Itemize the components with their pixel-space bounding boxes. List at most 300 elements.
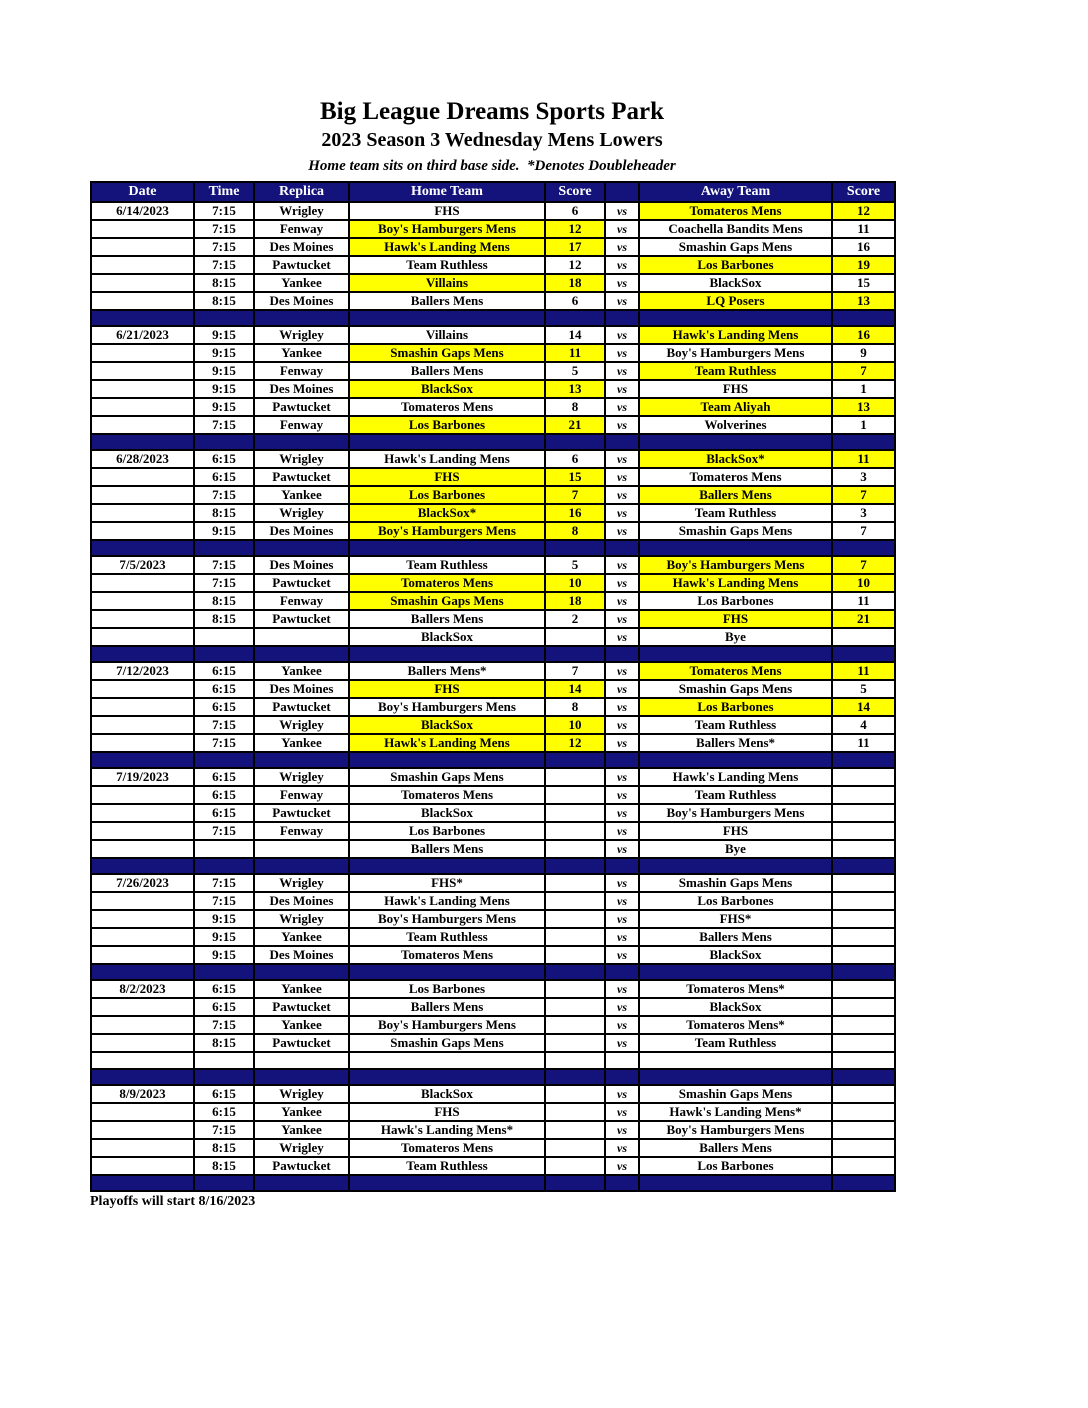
away-team-cell: FHS — [639, 610, 832, 628]
date-cell: 7/19/2023 — [91, 768, 194, 786]
separator-cell — [545, 964, 605, 980]
time-cell: 6:15 — [194, 1085, 254, 1103]
replica-cell: Pawtucket — [254, 398, 349, 416]
time-cell: 9:15 — [194, 910, 254, 928]
separator-cell — [639, 964, 832, 980]
time-cell: 9:15 — [194, 344, 254, 362]
away-score-cell: 7 — [832, 486, 895, 504]
home-score-cell — [545, 892, 605, 910]
time-cell: 8:15 — [194, 274, 254, 292]
date-cell — [91, 628, 194, 646]
away-team-cell: Los Barbones — [639, 698, 832, 716]
vs-cell: vs — [605, 662, 639, 680]
separator-cell — [545, 540, 605, 556]
home-team-cell: Team Ruthless — [349, 1157, 545, 1175]
away-score-cell: 1 — [832, 380, 895, 398]
away-score-cell: 11 — [832, 592, 895, 610]
away-score-cell — [832, 998, 895, 1016]
col-header-home-score: Score — [545, 182, 605, 202]
game-row — [91, 574, 895, 592]
home-score-cell — [545, 768, 605, 786]
replica-cell: Wrigley — [254, 326, 349, 344]
home-team-cell: Boy's Hamburgers Mens — [349, 698, 545, 716]
away-team-cell: Hawk's Landing Mens — [639, 326, 832, 344]
time-cell — [194, 628, 254, 646]
date-cell — [91, 1016, 194, 1034]
replica-cell: Des Moines — [254, 380, 349, 398]
game-row — [91, 1016, 895, 1034]
time-cell: 7:15 — [194, 202, 254, 220]
date-cell — [91, 840, 194, 858]
away-score-cell: 14 — [832, 698, 895, 716]
away-score-cell — [832, 1016, 895, 1034]
home-team-cell: BlackSox — [349, 628, 545, 646]
replica-cell: Wrigley — [254, 504, 349, 522]
date-cell: 6/28/2023 — [91, 450, 194, 468]
home-team-cell: Villains — [349, 274, 545, 292]
separator-cell — [91, 310, 194, 326]
away-score-cell — [832, 804, 895, 822]
separator-cell — [545, 310, 605, 326]
home-team-cell: Hawk's Landing Mens — [349, 892, 545, 910]
away-team-cell: Ballers Mens — [639, 928, 832, 946]
separator-cell — [639, 858, 832, 874]
home-team-cell: Boy's Hamburgers Mens — [349, 1016, 545, 1034]
home-score-cell — [545, 1016, 605, 1034]
replica-cell: Wrigley — [254, 450, 349, 468]
separator-cell — [832, 1069, 895, 1085]
game-row — [91, 202, 895, 220]
home-team-cell: Hawk's Landing Mens — [349, 238, 545, 256]
vs-cell: vs — [605, 326, 639, 344]
vs-cell: vs — [605, 980, 639, 998]
separator-cell — [639, 752, 832, 768]
away-score-cell — [832, 1103, 895, 1121]
separator-cell — [545, 858, 605, 874]
date-cell: 6/21/2023 — [91, 326, 194, 344]
date-cell — [91, 698, 194, 716]
game-row — [91, 274, 895, 292]
game-row — [91, 380, 895, 398]
home-score-cell: 14 — [545, 326, 605, 344]
home-score-cell: 18 — [545, 274, 605, 292]
game-row — [91, 680, 895, 698]
away-score-cell — [832, 980, 895, 998]
vs-cell: vs — [605, 1121, 639, 1139]
away-team-cell: Team Ruthless — [639, 504, 832, 522]
away-team-cell: Smashin Gaps Mens — [639, 680, 832, 698]
separator-cell — [545, 646, 605, 662]
time-cell: 9:15 — [194, 928, 254, 946]
date-cell — [91, 786, 194, 804]
separator-cell — [254, 1069, 349, 1085]
separator-cell — [254, 540, 349, 556]
vs-cell: vs — [605, 292, 639, 310]
separator-cell — [832, 310, 895, 326]
away-score-cell — [832, 874, 895, 892]
home-team-cell: Los Barbones — [349, 416, 545, 434]
home-score-cell — [545, 980, 605, 998]
separator-cell — [545, 434, 605, 450]
separator-cell — [605, 540, 639, 556]
home-team-cell: Smashin Gaps Mens — [349, 1034, 545, 1052]
home-team-cell: FHS — [349, 680, 545, 698]
game-row — [91, 1052, 895, 1069]
game-row — [91, 822, 895, 840]
page-subtitle: 2023 Season 3 Wednesday Mens Lowers — [321, 128, 663, 151]
separator-cell — [832, 858, 895, 874]
home-score-cell: 16 — [545, 504, 605, 522]
col-header-date: Date — [91, 182, 194, 202]
separator-cell — [254, 434, 349, 450]
away-team-cell: LQ Posers — [639, 292, 832, 310]
date-cell — [91, 1052, 194, 1069]
home-team-cell: FHS — [349, 468, 545, 486]
separator-row — [91, 434, 895, 450]
away-score-cell — [832, 928, 895, 946]
away-score-cell: 13 — [832, 292, 895, 310]
away-team-cell: Smashin Gaps Mens — [639, 874, 832, 892]
home-team-cell: Los Barbones — [349, 822, 545, 840]
home-team-cell: Tomateros Mens — [349, 574, 545, 592]
time-cell: 7:15 — [194, 734, 254, 752]
home-team-cell: Ballers Mens — [349, 840, 545, 858]
vs-cell: vs — [605, 874, 639, 892]
time-cell: 7:15 — [194, 556, 254, 574]
away-score-cell: 9 — [832, 344, 895, 362]
away-score-cell: 5 — [832, 680, 895, 698]
home-score-cell: 10 — [545, 716, 605, 734]
date-cell — [91, 416, 194, 434]
separator-cell — [605, 646, 639, 662]
home-score-cell — [545, 928, 605, 946]
vs-cell: vs — [605, 1034, 639, 1052]
home-score-cell: 6 — [545, 292, 605, 310]
schedule-body — [91, 202, 895, 1191]
time-cell: 9:15 — [194, 326, 254, 344]
away-team-cell: FHS* — [639, 910, 832, 928]
date-cell — [91, 468, 194, 486]
home-team-cell: Smashin Gaps Mens — [349, 768, 545, 786]
vs-cell: vs — [605, 928, 639, 946]
home-team-cell: Ballers Mens* — [349, 662, 545, 680]
away-team-cell: Boy's Hamburgers Mens — [639, 344, 832, 362]
home-team-cell: Smashin Gaps Mens — [349, 592, 545, 610]
away-team-cell: Hawk's Landing Mens* — [639, 1103, 832, 1121]
away-score-cell: 21 — [832, 610, 895, 628]
away-score-cell — [832, 768, 895, 786]
game-row — [91, 416, 895, 434]
separator-cell — [91, 1069, 194, 1085]
home-score-cell — [545, 874, 605, 892]
game-row — [91, 716, 895, 734]
away-score-cell — [832, 910, 895, 928]
separator-row — [91, 646, 895, 662]
game-row — [91, 610, 895, 628]
away-score-cell — [832, 892, 895, 910]
home-score-cell: 12 — [545, 734, 605, 752]
away-team-cell: Hawk's Landing Mens — [639, 574, 832, 592]
replica-cell: Des Moines — [254, 892, 349, 910]
schedule-table — [90, 181, 896, 1192]
away-team-cell: Wolverines — [639, 416, 832, 434]
away-score-cell — [832, 1121, 895, 1139]
home-team-cell: Boy's Hamburgers Mens — [349, 220, 545, 238]
separator-cell — [254, 964, 349, 980]
away-score-cell: 11 — [832, 450, 895, 468]
game-row — [91, 734, 895, 752]
away-team-cell: Bye — [639, 840, 832, 858]
away-score-cell: 7 — [832, 522, 895, 540]
home-score-cell: 8 — [545, 522, 605, 540]
date-cell — [91, 574, 194, 592]
home-score-cell: 8 — [545, 398, 605, 416]
date-cell: 7/12/2023 — [91, 662, 194, 680]
separator-cell — [194, 646, 254, 662]
replica-cell: Fenway — [254, 822, 349, 840]
vs-cell: vs — [605, 1139, 639, 1157]
time-cell: 6:15 — [194, 450, 254, 468]
date-cell — [91, 680, 194, 698]
away-team-cell: Hawk's Landing Mens — [639, 768, 832, 786]
replica-cell: Wrigley — [254, 910, 349, 928]
time-cell: 6:15 — [194, 680, 254, 698]
away-team-cell: BlackSox — [639, 998, 832, 1016]
away-team-cell: BlackSox — [639, 274, 832, 292]
game-row — [91, 1157, 895, 1175]
page-title: Big League Dreams Sports Park — [320, 98, 664, 125]
vs-cell: vs — [605, 716, 639, 734]
away-team-cell: Los Barbones — [639, 892, 832, 910]
time-cell: 8:15 — [194, 610, 254, 628]
vs-cell — [605, 1052, 639, 1069]
away-team-cell: Boy's Hamburgers Mens — [639, 556, 832, 574]
vs-cell: vs — [605, 628, 639, 646]
replica-cell: Des Moines — [254, 680, 349, 698]
date-cell — [91, 238, 194, 256]
away-team-cell: Smashin Gaps Mens — [639, 522, 832, 540]
vs-cell: vs — [605, 946, 639, 964]
time-cell: 6:15 — [194, 1103, 254, 1121]
away-score-cell: 11 — [832, 220, 895, 238]
time-cell: 6:15 — [194, 468, 254, 486]
replica-cell: Wrigley — [254, 874, 349, 892]
home-score-cell — [545, 1034, 605, 1052]
date-cell — [91, 362, 194, 380]
home-team-cell: FHS — [349, 1103, 545, 1121]
away-team-cell: Team Ruthless — [639, 716, 832, 734]
vs-cell: vs — [605, 574, 639, 592]
away-score-cell: 15 — [832, 274, 895, 292]
home-team-cell: FHS* — [349, 874, 545, 892]
home-team-cell: Tomateros Mens — [349, 1139, 545, 1157]
replica-cell: Fenway — [254, 416, 349, 434]
replica-cell: Yankee — [254, 928, 349, 946]
separator-cell — [605, 858, 639, 874]
separator-cell — [194, 858, 254, 874]
date-cell — [91, 220, 194, 238]
separator-cell — [91, 964, 194, 980]
replica-cell: Pawtucket — [254, 998, 349, 1016]
date-cell — [91, 522, 194, 540]
game-row — [91, 292, 895, 310]
time-cell: 8:15 — [194, 1139, 254, 1157]
separator-cell — [91, 858, 194, 874]
separator-cell — [545, 752, 605, 768]
vs-cell: vs — [605, 202, 639, 220]
header-row — [91, 182, 895, 202]
separator-cell — [254, 858, 349, 874]
date-cell — [91, 734, 194, 752]
separator-cell — [194, 1069, 254, 1085]
vs-cell: vs — [605, 822, 639, 840]
vs-cell: vs — [605, 840, 639, 858]
time-cell: 6:15 — [194, 768, 254, 786]
separator-cell — [349, 1175, 545, 1191]
col-header-vs — [605, 182, 639, 202]
date-cell — [91, 946, 194, 964]
vs-cell: vs — [605, 734, 639, 752]
game-row — [91, 256, 895, 274]
game-row — [91, 1034, 895, 1052]
date-cell — [91, 398, 194, 416]
home-team-cell: Tomateros Mens — [349, 786, 545, 804]
time-cell: 7:15 — [194, 874, 254, 892]
separator-cell — [91, 540, 194, 556]
away-score-cell — [832, 1052, 895, 1069]
separator-cell — [194, 540, 254, 556]
game-row — [91, 220, 895, 238]
separator-cell — [91, 434, 194, 450]
separator-cell — [639, 310, 832, 326]
time-cell — [194, 840, 254, 858]
replica-cell: Pawtucket — [254, 610, 349, 628]
away-score-cell: 19 — [832, 256, 895, 274]
time-cell: 7:15 — [194, 892, 254, 910]
game-row — [91, 326, 895, 344]
replica-cell: Yankee — [254, 1121, 349, 1139]
separator-row — [91, 1069, 895, 1085]
replica-cell: Des Moines — [254, 946, 349, 964]
separator-cell — [545, 1175, 605, 1191]
home-score-cell: 11 — [545, 344, 605, 362]
home-score-cell — [545, 910, 605, 928]
away-team-cell: Los Barbones — [639, 592, 832, 610]
replica-cell: Des Moines — [254, 292, 349, 310]
away-team-cell: Ballers Mens — [639, 1139, 832, 1157]
separator-cell — [349, 858, 545, 874]
home-team-cell: Hawk's Landing Mens* — [349, 1121, 545, 1139]
replica-cell: Yankee — [254, 486, 349, 504]
replica-cell: Yankee — [254, 662, 349, 680]
separator-cell — [832, 1175, 895, 1191]
away-score-cell: 13 — [832, 398, 895, 416]
replica-cell: Fenway — [254, 592, 349, 610]
date-cell: 7/5/2023 — [91, 556, 194, 574]
time-cell: 7:15 — [194, 1016, 254, 1034]
game-row — [91, 1103, 895, 1121]
separator-cell — [349, 752, 545, 768]
time-cell: 8:15 — [194, 1157, 254, 1175]
away-team-cell: Boy's Hamburgers Mens — [639, 1121, 832, 1139]
separator-cell — [832, 434, 895, 450]
game-row — [91, 468, 895, 486]
replica-cell: Pawtucket — [254, 1034, 349, 1052]
schedule-document — [90, 0, 894, 1210]
replica-cell: Pawtucket — [254, 1157, 349, 1175]
replica-cell — [254, 840, 349, 858]
home-team-cell: Smashin Gaps Mens — [349, 344, 545, 362]
home-team-cell: BlackSox — [349, 804, 545, 822]
col-header-replica: Replica — [254, 182, 349, 202]
away-score-cell: 3 — [832, 504, 895, 522]
separator-cell — [194, 434, 254, 450]
home-team-cell: Villains — [349, 326, 545, 344]
home-team-cell: Ballers Mens — [349, 362, 545, 380]
home-score-cell — [545, 998, 605, 1016]
home-score-cell: 6 — [545, 450, 605, 468]
replica-cell: Pawtucket — [254, 698, 349, 716]
game-row — [91, 698, 895, 716]
separator-cell — [639, 540, 832, 556]
date-cell — [91, 274, 194, 292]
vs-cell: vs — [605, 398, 639, 416]
game-row — [91, 804, 895, 822]
replica-cell: Pawtucket — [254, 804, 349, 822]
separator-cell — [349, 1069, 545, 1085]
home-score-cell: 6 — [545, 202, 605, 220]
time-cell: 8:15 — [194, 504, 254, 522]
away-team-cell — [639, 1052, 832, 1069]
replica-cell: Fenway — [254, 786, 349, 804]
date-cell — [91, 344, 194, 362]
date-cell: 6/14/2023 — [91, 202, 194, 220]
game-row — [91, 840, 895, 858]
time-cell: 7:15 — [194, 416, 254, 434]
vs-cell: vs — [605, 786, 639, 804]
home-score-cell — [545, 786, 605, 804]
game-row — [91, 628, 895, 646]
date-cell — [91, 998, 194, 1016]
replica-cell: Pawtucket — [254, 256, 349, 274]
home-team-cell: Los Barbones — [349, 980, 545, 998]
away-score-cell — [832, 628, 895, 646]
playoffs-note: Playoffs will start 8/16/2023 — [90, 1193, 256, 1209]
separator-cell — [639, 646, 832, 662]
time-cell: 9:15 — [194, 946, 254, 964]
replica-cell: Pawtucket — [254, 468, 349, 486]
date-cell — [91, 256, 194, 274]
replica-cell: Fenway — [254, 362, 349, 380]
time-cell — [194, 1052, 254, 1069]
away-score-cell: 16 — [832, 238, 895, 256]
separator-cell — [194, 310, 254, 326]
game-row — [91, 592, 895, 610]
vs-cell: vs — [605, 768, 639, 786]
home-score-cell — [545, 840, 605, 858]
away-team-cell: Team Aliyah — [639, 398, 832, 416]
home-team-cell: Tomateros Mens — [349, 946, 545, 964]
game-row — [91, 344, 895, 362]
game-row — [91, 522, 895, 540]
time-cell: 7:15 — [194, 238, 254, 256]
separator-row — [91, 858, 895, 874]
time-cell: 8:15 — [194, 1034, 254, 1052]
game-row — [91, 946, 895, 964]
away-team-cell: Ballers Mens — [639, 486, 832, 504]
away-team-cell: BlackSox — [639, 946, 832, 964]
away-team-cell: Tomateros Mens* — [639, 1016, 832, 1034]
